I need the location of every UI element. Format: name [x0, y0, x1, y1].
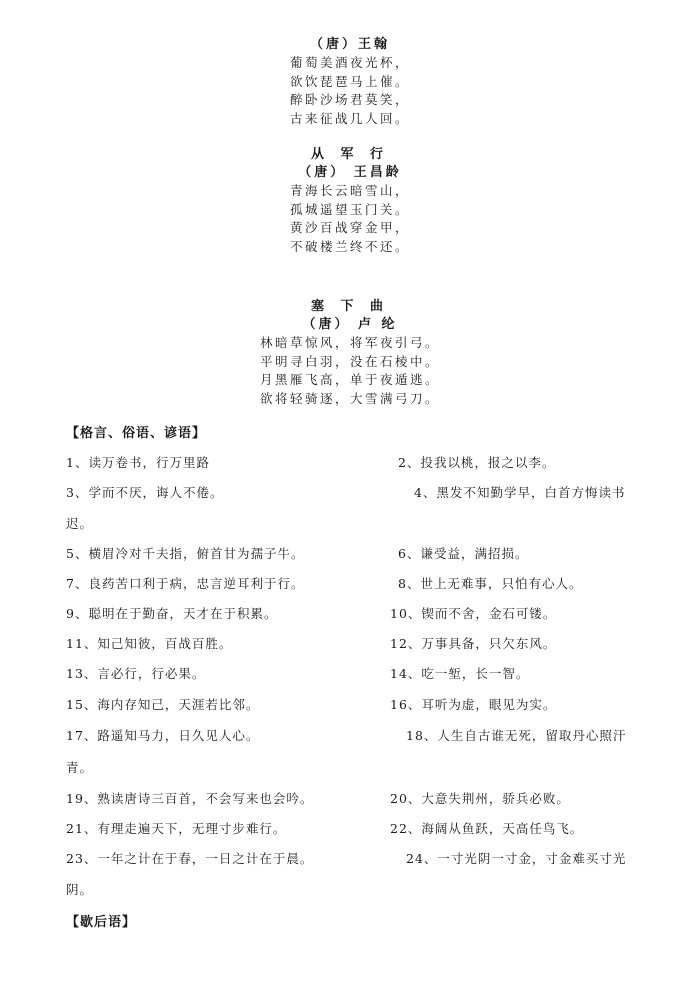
proverb-16: 16、耳听为虚，眼见为实。	[390, 697, 557, 712]
section-heading-xiehouyu: 【歇后语】	[66, 915, 137, 930]
poem-1	[0, 36, 700, 128]
poem-line: 古来征战几人回。	[289, 110, 410, 126]
poem-author: （唐） 卢 纶	[302, 317, 398, 332]
section-heading-proverbs: 【格言、俗语、谚语】	[66, 426, 207, 441]
proverb-18-continued: 青。	[66, 760, 94, 775]
proverb-12: 12、万事具备，只欠东风。	[390, 636, 557, 651]
poem-line: 林暗草惊风，将军夜引弓。	[259, 335, 440, 350]
proverb-24: 24、一寸光阴一寸金，寸金难买寸光	[406, 851, 627, 866]
proverb-17: 17、路遥知马力，日久见人心。	[66, 728, 260, 743]
poem-line: 葡萄美酒夜光杯，	[289, 55, 410, 70]
poem-line: 平明寻白羽，没在石棱中。	[259, 353, 440, 369]
proverb-10: 10、锲而不舍，金石可镂。	[390, 606, 557, 621]
proverb-23: 23、一年之计在于春，一日之计在于晨。	[66, 851, 314, 866]
proverb-11: 11、知己知彼，百战百胜。	[66, 636, 233, 651]
proverb-4: 4、黑发不知勤学早，白首方悔读书	[414, 485, 626, 500]
proverb-24-continued: 阴。	[66, 882, 94, 897]
proverb-13: 13、言必行，行必果。	[66, 666, 206, 681]
proverb-18: 18、人生自古谁无死，留取丹心照汗	[406, 728, 627, 743]
poem-line: 青海长云暗雪山，	[289, 183, 410, 198]
poem-line: 不破楼兰终不还。	[289, 238, 410, 254]
proverb-6: 6、谦受益，满招损。	[398, 546, 529, 561]
poem-line: 孤城遥望玉门关。	[289, 201, 410, 217]
proverb-15: 15、海内存知己，天涯若比邻。	[66, 697, 260, 712]
poem-author: （唐）王翰	[309, 37, 390, 52]
poem-line: 黄沙百战穿金甲，	[289, 220, 410, 235]
proverb-2: 2、投我以桃，报之以李。	[398, 455, 556, 470]
proverb-1: 1、读万卷书，行万里路	[66, 455, 210, 470]
poem-3	[0, 298, 700, 408]
poem-line: 醉卧沙场君莫笑，	[289, 92, 410, 107]
poem-title: 塞 下 曲	[310, 299, 390, 314]
proverb-5: 5、横眉冷对千夫指，俯首甘为孺子牛。	[66, 546, 305, 561]
proverb-9: 9、聪明在于勤奋，天才在于积累。	[66, 606, 278, 621]
proverb-14: 14、吃一堑，长一智。	[390, 666, 530, 681]
poem-line: 欲将轻骑逐，大雪满弓刀。	[259, 390, 440, 406]
poem-line: 欲饮琵琶马上催。	[289, 73, 410, 89]
poem-line: 月黑雁飞高，单于夜遁逃。	[259, 372, 440, 387]
proverb-20: 20、大意失荆州，骄兵必败。	[390, 791, 570, 806]
proverb-22: 22、海阔从鱼跃，天高任鸟飞。	[390, 821, 584, 836]
proverb-8: 8、世上无难事，只怕有心人。	[398, 576, 583, 591]
proverb-3: 3、学而不厌，诲人不倦。	[66, 485, 224, 500]
poem-title: 从 军 行	[310, 147, 390, 162]
proverb-4-continued: 迟。	[66, 516, 94, 531]
proverb-21: 21、有理走遍天下，无理寸步难行。	[66, 821, 287, 836]
poem-author: （唐） 王昌龄	[298, 165, 402, 180]
poem-2	[0, 146, 700, 256]
proverb-7: 7、良药苦口利于病，忠言逆耳利于行。	[66, 576, 305, 591]
proverb-19: 19、熟读唐诗三百首，不会写来也会吟。	[66, 791, 314, 806]
